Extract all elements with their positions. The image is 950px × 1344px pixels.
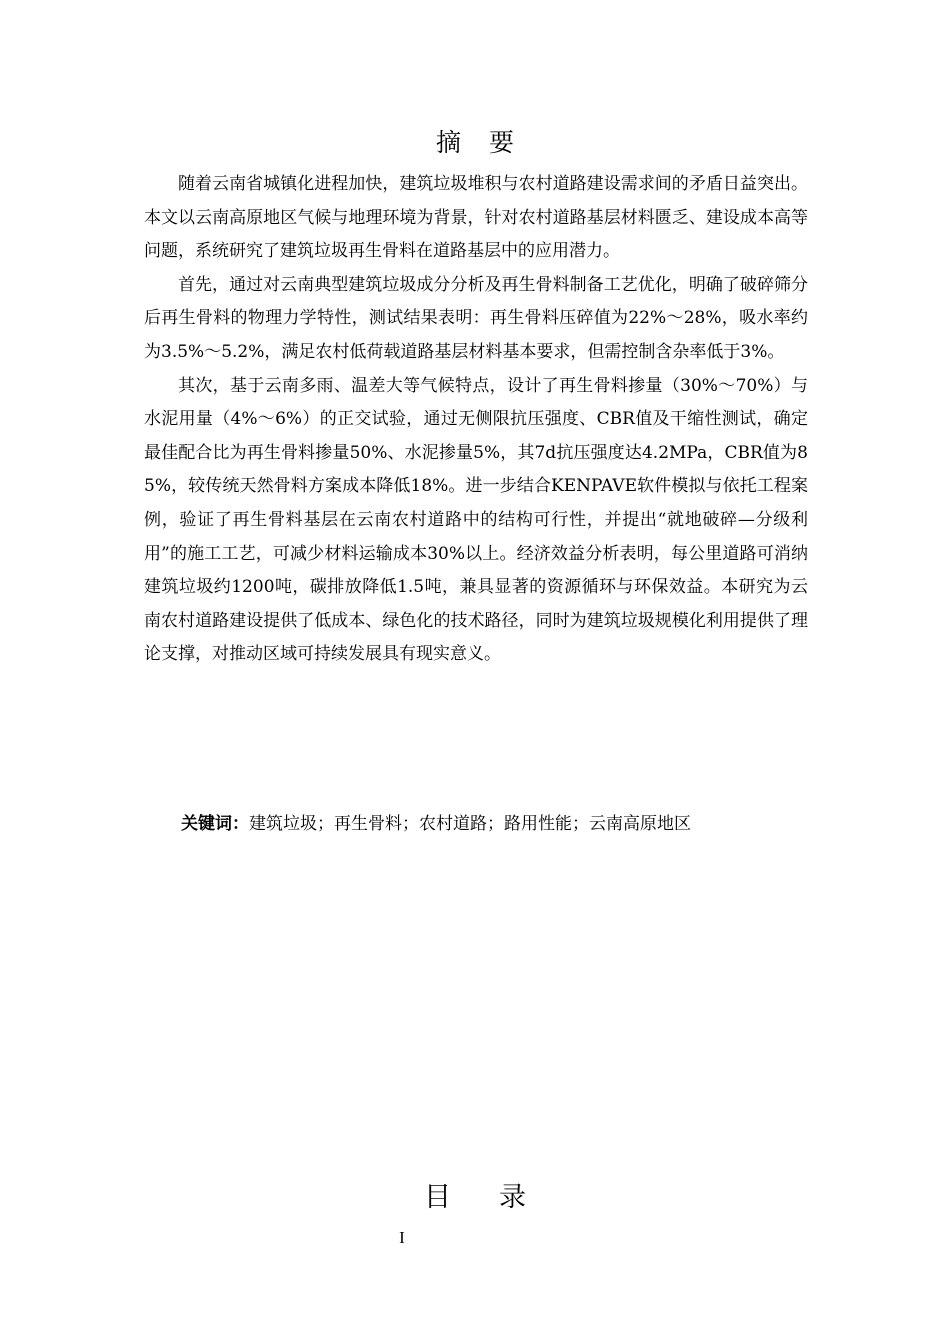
abstract-heading: 摘要 <box>435 128 542 157</box>
page-number: I <box>399 1228 405 1247</box>
toc-heading: 目录 <box>424 1182 574 1213</box>
abstract-paragraph-2: 首先，通过对云南典型建筑垃圾成分分析及再生骨料制备工艺优化，明确了破碎筛分后再生骨料的物理力学特性，测试结果表明：再生骨料压碎值为22%～28%，吸水率约为3.5%～5.2%，满足农村低荷载道路基层材料基本要求，但需控制含杂率低于3%。 <box>144 274 808 362</box>
abstract-body <box>144 168 808 672</box>
keywords-line <box>181 807 821 841</box>
abstract-paragraph-1: 随着云南省城镇化进程加快，建筑垃圾堆积与农村道路建设需求间的矛盾日益突出。本文以云南高原地区气候与地理环境为背景，针对农村道路基层材料匮乏、建设成本高等问题，系统研究了建筑垃圾再生骨料在道路基层中的应用潜力。 <box>144 174 808 262</box>
keywords-value: 建筑垃圾；再生骨料；农村道路；路用性能；云南高原地区 <box>249 814 691 834</box>
abstract-paragraph-3: 其次，基于云南多雨、温差大等气候特点，设计了再生骨料掺量（30%～70%）与水泥用量（4%～6%）的正交试验，通过无侧限抗压强度、CBR值及干缩性测试，确定最佳配合比为再生骨料掺量50%、水泥掺量5%，其7d抗压强度达4.2MPa，CBR值为85%，较传统天然骨料方案成本降低18%。进一步结合KENPAVE软件模拟与依托工程案例，验证了再生骨料基层在云南农村道路中的结构可行性，并提出“就地破碎—分级利用”的施工工艺，可减少材料运输成本30%以上。经济效益分析表明，每公里道路可消纳建筑垃圾约1200吨，碳排放降低1.5吨，兼具显著的资源循环与环保效益。本研究为云南农村道路建设提供了低成本、绿色化的技术路径，同时为建筑垃圾规模化利用提供了理论支撑，对推动区域可持续发展具有现实意义。 <box>144 375 808 665</box>
keywords-label: 关键词： <box>181 814 249 834</box>
